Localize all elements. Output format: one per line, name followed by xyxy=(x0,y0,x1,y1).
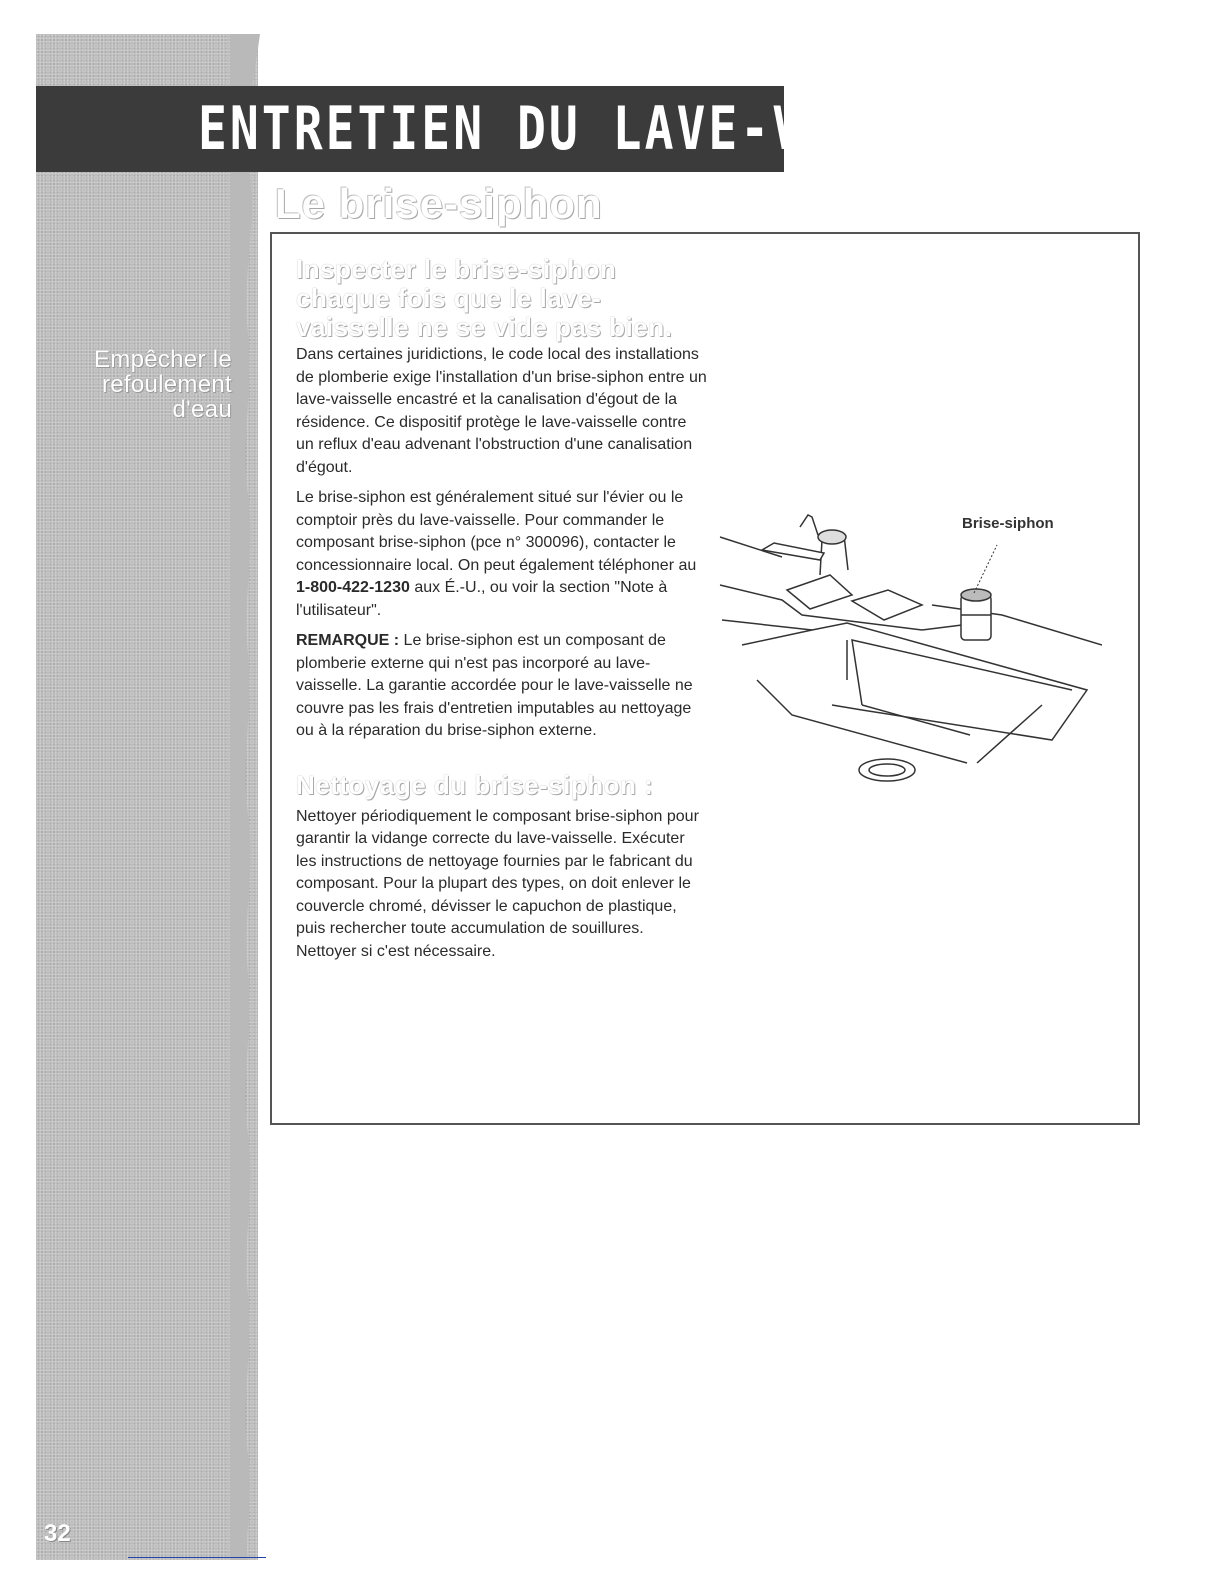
phone-number: 1-800-422-1230 xyxy=(296,579,410,596)
callout-brise-siphon: Brise-siphon xyxy=(962,515,1054,532)
section-heading: Le brise-siphon xyxy=(275,180,603,227)
sink-illustration xyxy=(712,505,1102,795)
sidebar-wavy-edge xyxy=(230,34,270,1560)
content-column xyxy=(296,255,708,971)
paragraph-note xyxy=(296,630,708,743)
location-text-end: aux É.-U., ou voir la section "Note à l'utilisateur". xyxy=(296,579,668,619)
sidebar-title: Empêcher le refoulement d'eau xyxy=(93,346,232,423)
note-text: Le brise-siphon est un composant de plomberie externe qui n'est pas incorporé au lave-vaisselle. La garantie accordée pour le lave-vaisselle ne couvre pas les frais d'entretien imputables au nettoyage ou à la réparation du brise-siphon externe. xyxy=(296,632,693,739)
subhead-inspect: Inspecter le brise-siphon chaque fois que le lave-vaisselle ne se vide pas bien. xyxy=(296,254,673,342)
sidebar-band xyxy=(36,34,258,1560)
paragraph-intro: Dans certaines juridictions, le code local des installations de plomberie exige l'installation d'un brise-siphon entre un lave-vaisselle encastré et la canalisation d'égout de la résidence. Ce dispositif protège le lave-vaisselle contre un reflux d'eau advenant l'obstruction d'une canalisation d'égout. xyxy=(296,346,707,476)
paragraph-location xyxy=(296,487,708,622)
footer-rule xyxy=(128,1557,266,1558)
paragraph-cleaning: Nettoyer périodiquement le composant brise-siphon pour garantir la vidange correcte du lave-vaisselle. Exécuter les instructions de nettoyage fournies par le fabricant du composant. Pour la plupart des types, on doit enlever le couvercle chromé, dévisser le capuchon de plastique, puis rechercher toute accumulation de souillures. Nettoyer si c'est nécessaire. xyxy=(296,807,699,960)
subhead-cleaning: Nettoyage du brise-siphon : xyxy=(296,769,654,800)
location-text: Le brise-siphon est généralement situé sur l'évier ou le comptoir près du lave-vaisselle. Pour commander le composant brise-siphon (pce n° 300096), contacter le concessionnaire local. On peut également téléphoner au xyxy=(296,489,697,574)
header-title: ENTRETIEN DU LAVE-VAISSELLE xyxy=(198,94,1060,164)
note-label: REMARQUE : xyxy=(296,632,400,649)
page-number: 32 xyxy=(44,1520,71,1547)
